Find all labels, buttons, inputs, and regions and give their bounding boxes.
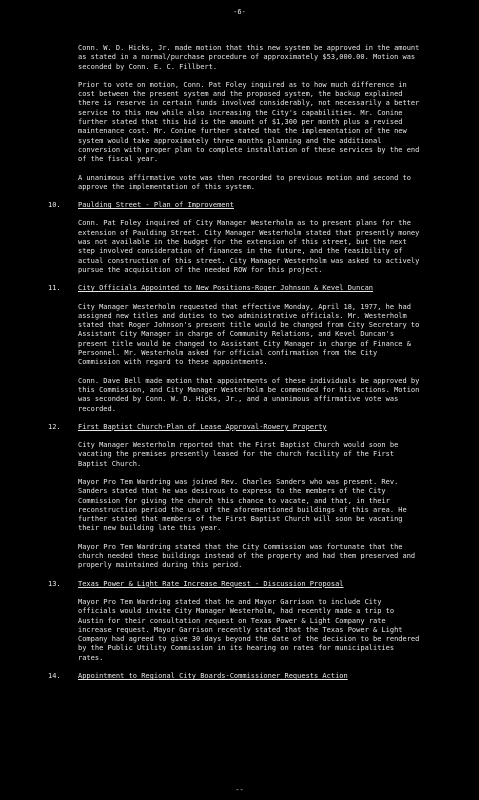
item-number: 12. [48, 422, 61, 431]
paragraph: Mayor Pro Tem Wardring stated that he and Mayor Garrison to include City officials would invite City Manager Westerholm, had recently made a trip to Austin for their consultation request on Texas Power & Light Company rate increase request. Mayor Garrison recently stated that the Texas Power & Light Company had agreed to give 30 days beyond the date of the decision to be rendered by the Public Utility Commission in its hearing on rates for municipalities rates. [78, 597, 420, 662]
item-number: 10. [48, 201, 61, 210]
paragraph: Prior to vote on motion, Conn. Pat Foley inquired as to how much difference in cost between the present system and the proposed system, the backup explained there is reserve in certain funds involved considerably, not necessarily a better service to this new while also increasing the City's capabilities. Mr. Conine further stated that this bid is the amount of $1,300 per month plus a revised maintenance cost. Mr. Conine further stated that the implementation of the new system would take approximately three months planning and the additional conversion with proper plan to complete installation of these services by the end of the fiscal year. [78, 80, 420, 164]
minutes-item-13 [48, 579, 423, 663]
item-number: 11. [48, 284, 61, 293]
item-number: 13. [48, 579, 61, 588]
item-heading: City Officials Appointed to New Positions-Roger Johnson & Kevel Duncan [78, 284, 374, 293]
item-heading: Texas Power & Light Rate Increase Request - Discussion Proposal [78, 579, 344, 588]
paragraph: City Manager Westerholm reported that the First Baptist Church would soon be vacating the premises presently leased for the church facility of the First Baptist Church. [78, 441, 399, 468]
item-number: 14. [48, 672, 61, 681]
page-footer: -- [235, 786, 244, 794]
page-number: -6- [233, 8, 246, 16]
minutes-item-12 [48, 422, 423, 571]
item-heading: Paulding Street - Plan of Improvement [78, 201, 234, 210]
paragraph: A unanimous affirmative vote was then recorded to previous motion and second to approve the implementation of this system. [78, 173, 411, 191]
paragraph: Mayor Pro Tem Wardring stated that the City Commission was fortunate that the church needed these buildings instead of the property and had them preserved and properly maintained during this period. [78, 542, 416, 570]
paragraph: Conn. Pat Foley inquired of City Manager Westerholm as to present plans for the extension of Paulding Street. City Manager Westerholm stated that presently money was not available in the budget for the extension of this street, but the next step involved consideration of finances in the future, and the feasibility of actual construction of this street. City Manager Westerholm was asked to actively pursue the acquisition of the needed ROW for this project. [78, 219, 420, 274]
paragraph: Mayor Pro Tem Wardring was joined Rev. Charles Sanders who was present. Rev. Sanders stated that he was desirous to express to the members of the City Commission for giving the church this chance to vacate, and that, in their reconstruction period the use of the aforementioned buildings of this area. He further stated that members of the First Baptist Church will soon be vacating their new building late this year. [78, 477, 407, 533]
item-heading: First Baptist Church-Plan of Lease Approval-Rowery Property [78, 422, 327, 431]
minutes-item-14 [48, 672, 423, 681]
paragraph: Conn. Dave Bell made motion that appointments of these individuals be approved by this Commission, and City Manager Westerholm be commended for his actions. Motion was seconded by Conn. W. D. Hicks, Jr., and a unanimous affirmative vote was recorded. [78, 376, 420, 413]
paragraph: City Manager Westerholm requested that effective Monday, April 18, 1977, he had assigned new titles and duties to two administrative officials. Mr. Westerholm stated that Roger Johnson's present title would be changed from City Secretary to Assistant City Manager in charge of Community Relations, and Kevel Duncan's present title would be changed to Assistant City Manager in charge of Finance & Personnel. Mr. Westerholm asked for official confirmation from the City Commission with regard to these appointments. [78, 302, 420, 367]
minutes-item-10 [48, 201, 423, 275]
minutes-item-11 [48, 284, 423, 414]
minutes-body [48, 44, 423, 690]
minutes-item-continued [78, 44, 423, 192]
paragraph: Conn. W. D. Hicks, Jr. made motion that this new system be approved in the amount as stated in a normal/purchase procedure of approximately $53,000.00. Motion was seconded by Conn. E. C. Fillbert. [78, 44, 420, 71]
item-heading: Appointment to Regional City Boards-Commissioner Requests Action [78, 672, 348, 681]
